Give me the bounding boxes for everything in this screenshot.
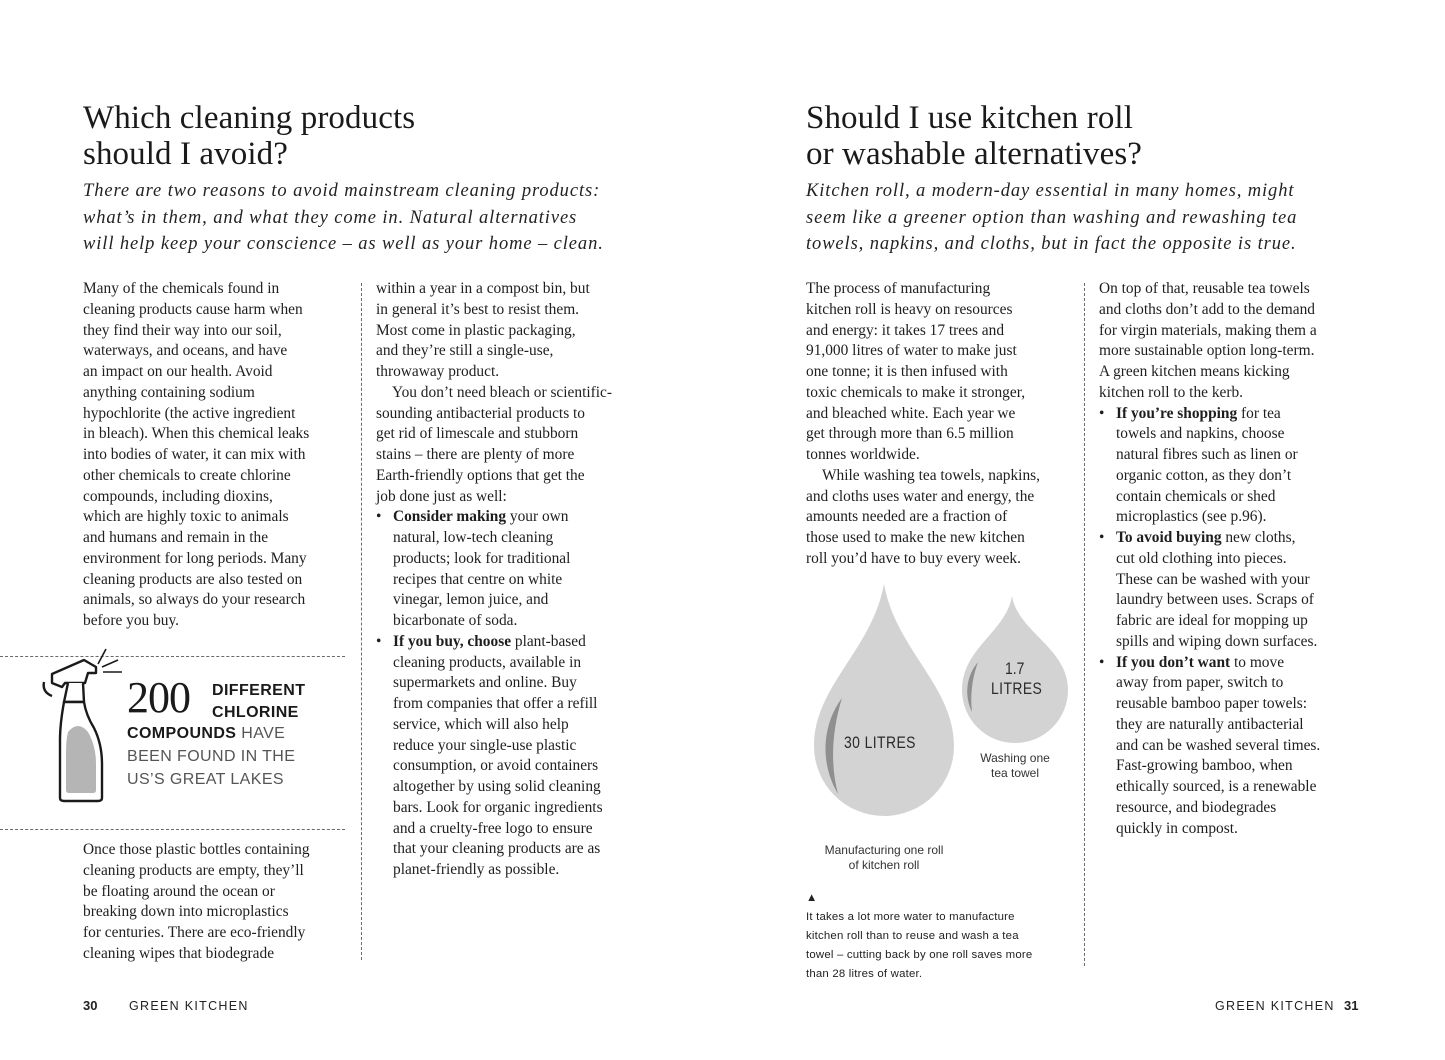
left-col2-text: within a year in a compost bin, but in general it’s best to resist them. Most come in plastic packaging, and they’re still a single-use, throwaway product. You don’t need bleach or scientific- sounding antibacterial products to get rid of limescale and stubborn stains – there are plenty of more Earth-friendly options that get the job done just as well: • Consider making your own natural, low-tech cleaning products; look for traditional recipes that centre on white vinegar, lemon juice, and bicarbonate of soda. • If you buy, choose plant-based cleaning products, available in supermarkets and online. Buy from companies that offer a refill service, which will also help reduce your single-use plastic consumption, or avoid containers altogether by using solid cleaning bars. Look for organic ingredients and a cruelty-free logo to ensure that your cleaning products are as planet-friendly as possible.: [376, 280, 612, 878]
stat-line5: US’S GREAT LAKES: [127, 771, 284, 788]
left-page-number: 30: [83, 998, 98, 1013]
bullet-item: • Consider making your own: [376, 508, 569, 526]
water-drops-figure: [790, 580, 1080, 820]
stat-box-bottom-divider: [0, 829, 345, 830]
right-intro: Kitchen roll, a modern-day essential in many homes, might seem like a greener option than washing and rewashing tea towels, napkins, and cloths, but in fact the opposite is true.: [806, 181, 1298, 254]
right-page-number: 31: [1344, 998, 1359, 1013]
left-running-footer: GREEN KITCHEN: [129, 999, 249, 1013]
figure-caption: ▲ It takes a lot more water to manufacture kitchen roll than to reuse and wash a tea towel – cutting back by one roll saves more than 28 litres of water.: [806, 889, 1032, 984]
small-drop-value-line1: 1.7: [1005, 659, 1025, 678]
stat-bold-line1: DIFFERENT: [212, 682, 306, 699]
stat-line3: COMPOUNDS HAVE: [127, 725, 286, 742]
left-col1-paragraph-2: Once those plastic bottles containing cleaning products are empty, they’ll be floating around the ocean or breaking down into microplastics for centuries. There are eco-friendly cleaning wipes that biodegrade: [83, 841, 310, 962]
right-column-divider: [1084, 283, 1085, 966]
bullet-item: • If you buy, choose plant-based: [376, 632, 586, 650]
left-col1-paragraph: Many of the chemicals found in cleaning products cause harm when they find their way into our soil, waterways, and oceans, and have an impact on our health. Avoid anything containing sodium hypochlorite (the active ingredient in bleach). When this chemical leaks into bodies of water, it can mix with other chemicals to create chlorine compounds, including dioxins, which are highly toxic to animals and humans and remain in the environment for long periods. Many cleaning products are also tested on animals, so always do your research before you buy.: [83, 280, 310, 629]
big-drop-value: 30 LITRES: [844, 733, 916, 752]
bullet-item: • If you don’t want to move: [1099, 653, 1285, 671]
bullet-item: • To avoid buying new cloths,: [1099, 529, 1296, 546]
right-running-footer: GREEN KITCHEN: [1215, 999, 1335, 1013]
left-column-divider: [361, 283, 362, 960]
stat-callout: [127, 673, 357, 796]
stat-bold-line2: CHLORINE: [212, 704, 299, 721]
triangle-marker-icon: ▲: [806, 892, 818, 904]
stat-number: 200: [127, 673, 190, 722]
left-intro: There are two reasons to avoid mainstream cleaning products: what’s in them, and what they come in. Natural alternatives will help keep your conscience – as well as your home – clean.: [83, 181, 604, 254]
left-page-title: Which cleaning products should I avoid?: [83, 100, 416, 172]
right-col1-text: The process of manufacturing kitchen roll is heavy on resources and energy: it takes 17 trees and 91,000 litres of water to make just one tonne; it is then infused with toxic chemicals to make it stronger, and bleached white. Each year we get through more than 6.5 million tonnes worldwide. While washing tea towels, napkins, and cloths uses water and energy, the amounts needed are a fraction of those used to make the new kitchen roll you’d have to buy every week.: [806, 280, 1040, 567]
small-drop-label: Washing one tea towel: [980, 751, 1050, 780]
right-page-title: Should I use kitchen roll or washable alternatives?: [806, 100, 1143, 172]
small-drop-value-line2: LITRES: [991, 679, 1043, 698]
spray-bottle-icon: [38, 640, 130, 805]
big-drop-label: Manufacturing one roll of kitchen roll: [824, 843, 944, 872]
stat-line4: BEEN FOUND IN THE: [127, 748, 296, 765]
right-col2-text: On top of that, reusable tea towels and cloths don’t add to the demand for virgin materials, making them a more sustainable option long-term. A green kitchen means kicking kitchen roll to the kerb. • If you’re shopping for tea towels and napkins, choose natural fibres such as linen or organic cotton, as they don’t contain chemicals or shed microplastics (see p.96). • To avoid buying new cloths, cut old clothing into pieces. These can be washed with your laundry between uses. Scraps of fabric are ideal for mopping up spills and wiping down surfaces. • If you don’t want to move away from paper, switch to reusable bamboo paper towels: they are naturally antibacterial and can be washed several times. Fast-growing bamboo, when ethically sourced, is a renewable resource, and biodegrades quickly in compost.: [1099, 280, 1321, 837]
bullet-item: • If you’re shopping for tea: [1099, 404, 1281, 422]
